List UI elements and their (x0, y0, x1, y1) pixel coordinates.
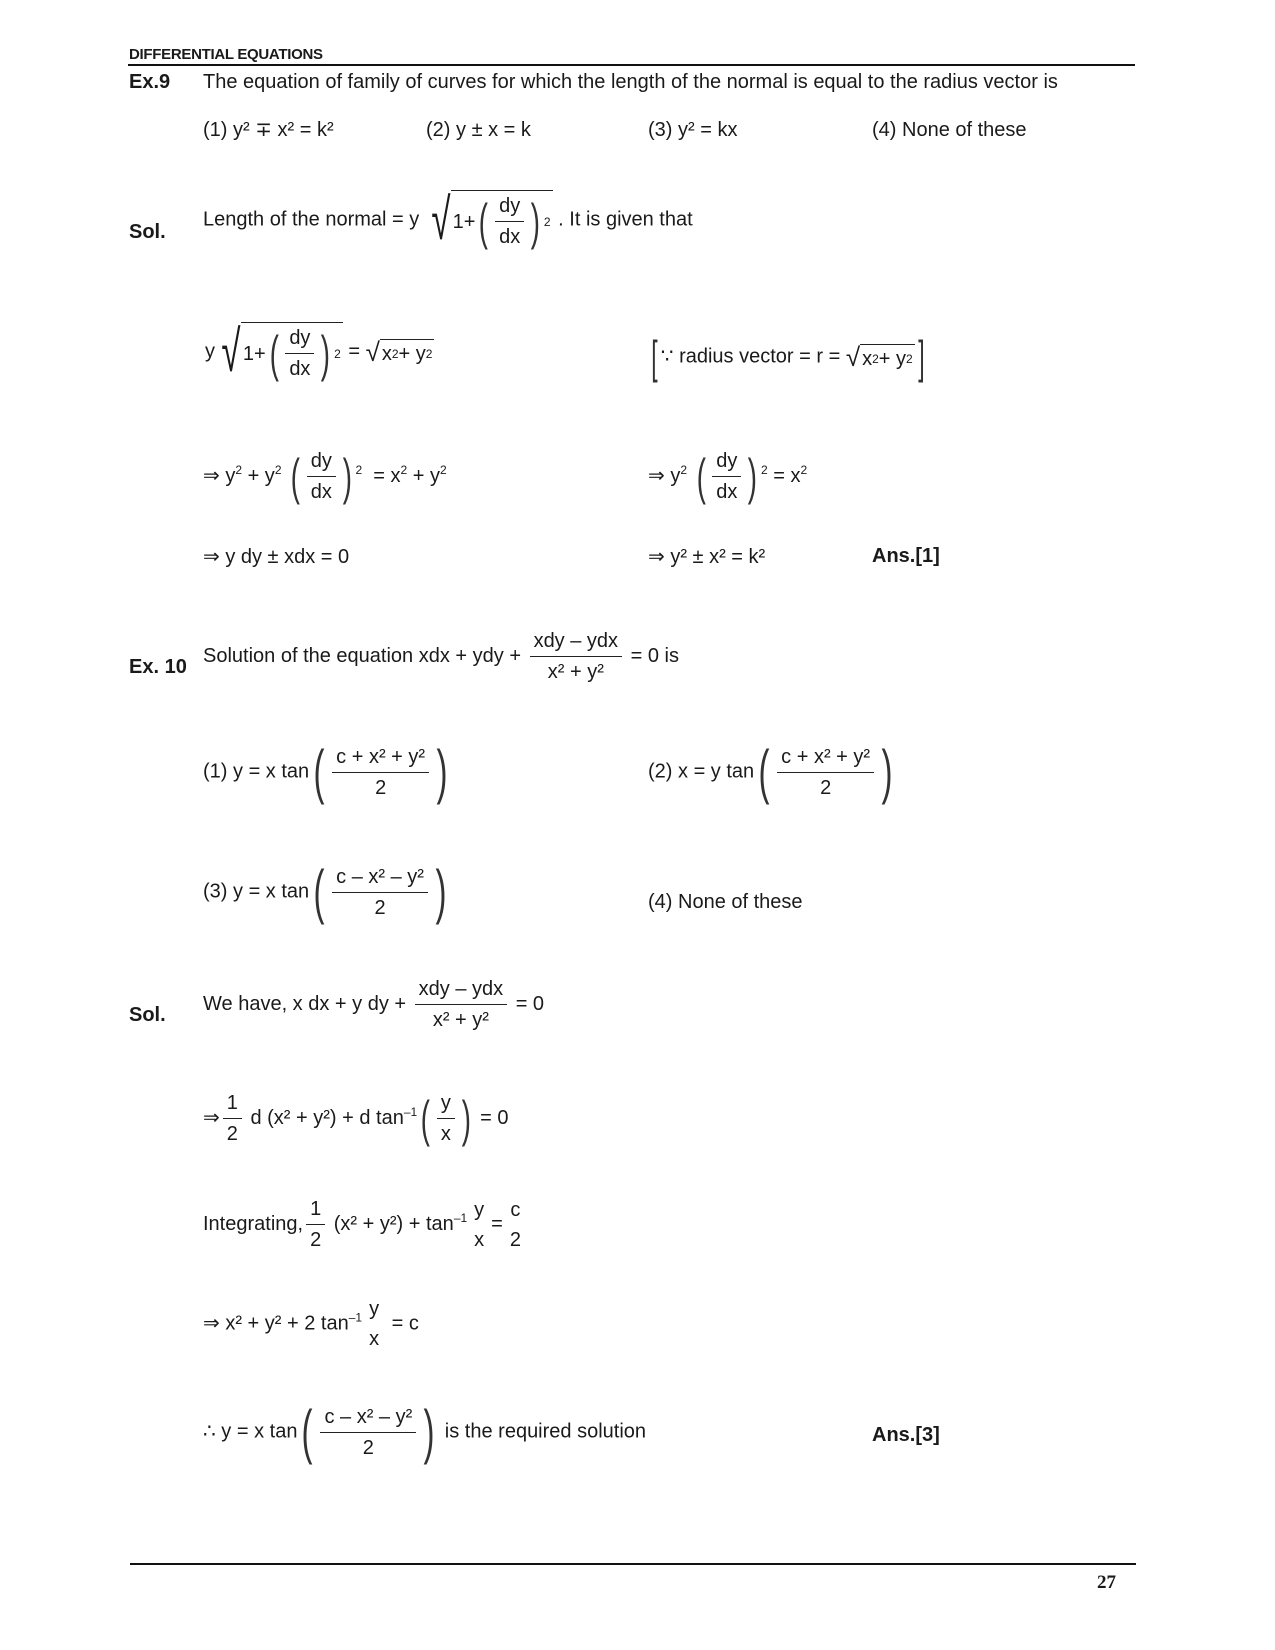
ex10-option-1: (1) y = x tan( $\frac{\text{c + x² + y²}}{2}$ ) (203, 738, 448, 805)
ex9-eq1-note: [ ∵ radius vector = r = √ x 2 + y 2 ] (651, 331, 925, 383)
fraction-numerator: c + x² + y² (777, 744, 874, 773)
sol-text: Integrating, (203, 1212, 304, 1235)
fraction-denominator: x² + y² (547, 661, 604, 683)
fraction-denominator: x (369, 1328, 380, 1350)
question-fraction (530, 628, 622, 685)
sqrt-expression: √ 1+ ( $\frac{dy}{dx}$ ) 2 (431, 187, 551, 252)
fraction-numerator: 1 (306, 1196, 325, 1225)
page-number: 27 (1097, 1572, 1116, 1593)
fraction-denominator: 2 (509, 1228, 521, 1251)
inverse-exponent: –1 (453, 1210, 468, 1225)
inverse-exponent: –1 (348, 1310, 363, 1325)
implies-icon: ⇒ (203, 1106, 220, 1129)
option-fn: tan (281, 760, 310, 783)
ex9-label: Ex.9 (129, 71, 171, 93)
option-text: y ± x = k (456, 119, 531, 141)
fraction-numerator: xdy – ydx (415, 976, 507, 1005)
sol-text: = 0 (480, 1106, 509, 1129)
sqrt-icon: √ (365, 337, 380, 367)
sol-text: = (491, 1212, 503, 1235)
option-fn: tan (726, 760, 755, 783)
footer-rule (130, 1563, 1136, 1565)
question-text: = 0 is (630, 644, 679, 667)
option-number: (4) (648, 891, 673, 913)
sqrt-icon: √ (221, 319, 241, 384)
sol-text: = 0 (515, 992, 545, 1015)
ex9-eq3-left: ⇒ y dy ± xdx = 0 (203, 546, 350, 568)
sol-text: is the required solution (444, 1420, 647, 1443)
ex9-question: The equation of family of curves for which the length of the normal is equal to the radius vector is (203, 71, 1058, 93)
option-number: (1) (203, 119, 228, 141)
sol-text: Length of the normal = y (203, 208, 420, 231)
ex9-eq2-right: ⇒ $y^2$ ( $\frac{dy}{dx}$ ) $^2 = x^2$ (648, 448, 808, 505)
ex10-sol-label: Sol. (129, 1004, 166, 1026)
sqrt-icon: √ (431, 187, 451, 252)
ex10-sol-line3 (203, 1196, 528, 1253)
ex10-option-2: (2) x = y tan( $\frac{\text{c + x² + y²}}{2}$ ) (648, 738, 893, 805)
fraction-numerator: c (510, 1198, 521, 1221)
option-text: None of these (678, 891, 803, 913)
running-title: DIFFERENTIAL EQUATIONS (129, 46, 323, 63)
ex9-sol-label: Sol. (129, 221, 166, 243)
option-lhs: y = x (233, 760, 276, 783)
option-lhs: x = y (678, 760, 721, 783)
option-number: (3) (203, 880, 228, 903)
fraction-denominator: x (474, 1228, 485, 1251)
option-fn: tan (281, 880, 310, 903)
ex9-answer: Ans.[1] (872, 545, 940, 567)
inverse-exponent: –1 (403, 1104, 418, 1119)
sol-text: = c (391, 1312, 419, 1335)
ex9-eq3-right: ⇒ y² ± x² = k² (648, 546, 766, 568)
fraction-numerator: y (369, 1298, 380, 1320)
option-number: (2) (648, 760, 673, 783)
ex9-option-1 (203, 118, 334, 142)
fraction-numerator: xdy – ydx (530, 628, 622, 657)
fraction-numerator: c + x² + y² (332, 744, 429, 773)
ex9-sol-line1 (203, 187, 693, 252)
header-rule (128, 64, 1135, 66)
ex10-question (203, 628, 679, 685)
sol-text: d (x² + y²) + d (250, 1106, 371, 1129)
ex10-label: Ex. 10 (129, 656, 187, 678)
ex10-sol-line4 (203, 1296, 419, 1352)
right-bracket-icon: ] (917, 331, 925, 383)
option-lhs: y = x (233, 880, 276, 903)
ex9-option-4 (872, 118, 1027, 142)
fraction-numerator: y (474, 1198, 485, 1221)
option-text: y² ∓ x² = k² (233, 119, 334, 141)
ex10-option-4 (648, 890, 803, 914)
option-text: y² = kx (678, 119, 738, 141)
ex10-sol-line1 (203, 976, 544, 1033)
question-text: Solution of the equation xdx + ydy + (203, 644, 521, 667)
sol-text: We have, x dx + y dy + (203, 992, 407, 1015)
option-number: (3) (648, 119, 673, 141)
fraction-numerator: 1 (223, 1090, 242, 1119)
fraction-denominator: 2 (362, 1436, 374, 1459)
left-bracket-icon: [ (651, 331, 658, 383)
fraction-numerator: c – x² – y² (320, 1404, 416, 1433)
fraction-denominator: x² + y² (432, 1009, 489, 1031)
sol-text: . It is given that (558, 208, 693, 231)
fn-name: tan (320, 1312, 349, 1335)
sol-text: ∴ y = (203, 1420, 249, 1443)
option-number: (1) (203, 760, 228, 783)
sqrt-icon: √ (845, 342, 861, 372)
fraction-denominator: 2 (375, 776, 387, 799)
ex9-eq1-left: y √ 1+ ( $\frac{dy}{dx}$ ) 2 = √ x 2 + y 2 (205, 319, 433, 384)
fraction-denominator: 2 (310, 1229, 322, 1251)
ex10-option-3: (3) y = x tan( $\frac{\text{c – x² – y²}}{2}$ ) (203, 858, 447, 925)
fn-name: tan (426, 1212, 454, 1235)
ex10-sol-line2: ⇒ $\frac{1}{2}$ d (x² + y²) + d $\tan^{-1}$( $\frac{y}{x}$ ) = 0 (203, 1090, 509, 1147)
sol-text: x (254, 1420, 265, 1443)
option-number: (4) (872, 119, 897, 141)
fn-name: tan (269, 1420, 298, 1443)
ex9-option-3 (648, 118, 737, 142)
sol-text: ⇒ x² + y² + 2 (203, 1312, 316, 1335)
option-number: (2) (426, 119, 451, 141)
sol-text: (x² + y²) + (333, 1212, 421, 1235)
fraction-denominator: 2 (820, 776, 832, 799)
ex9-eq2-left: ⇒ $y^2 + y^2$ ( $\frac{dy}{dx}$ ) $^2 = x^2 + y^2$ (203, 448, 447, 505)
option-text: None of these (902, 119, 1027, 141)
fraction-denominator: x (440, 1123, 451, 1145)
fraction-numerator: y (437, 1090, 455, 1119)
fraction-denominator: 2 (226, 1123, 238, 1145)
ex10-answer: Ans.[3] (872, 1424, 940, 1446)
fraction-denominator: 2 (374, 896, 386, 919)
ex9-option-2 (426, 118, 531, 142)
ex10-sol-line5: ∴ y = x tan( $\frac{\text{c – x² – y²}}{2}$ ) is the required solution (203, 1398, 647, 1465)
fraction-numerator: c – x² – y² (332, 864, 428, 893)
fn-name: tan (376, 1106, 404, 1129)
